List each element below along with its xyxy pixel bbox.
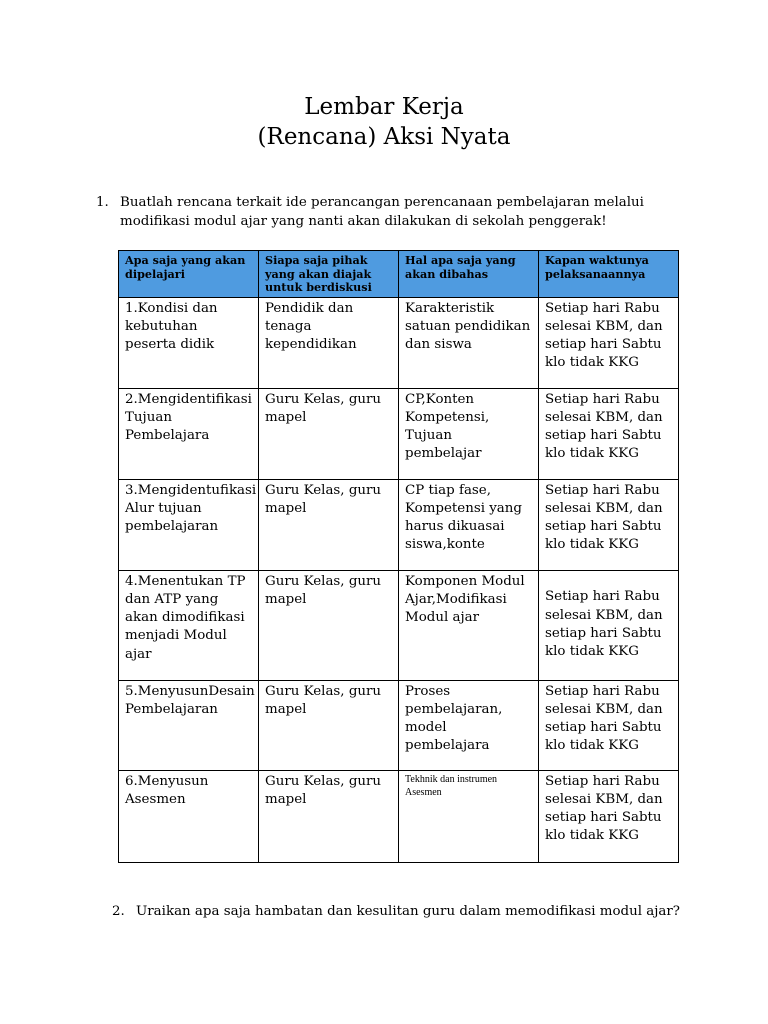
table-cell: Guru Kelas, guru mapel (259, 388, 399, 479)
header-cell-what: Apa saja yang akan dipelajari (119, 251, 259, 298)
table-row (119, 388, 679, 479)
table-cell: CP,Konten Kompetensi, Tujuan pembelajar (399, 388, 539, 479)
table-cell: Setiap hari Rabu selesai KBM, dan setiap hari Sabtu klo tidak KKG (539, 680, 679, 770)
title-line-1: Lembar Kerja (304, 94, 464, 120)
table-cell: Guru Kelas, guru mapel (259, 770, 399, 862)
table-cell: 4.Menentukan TP dan ATP yang akan dimodifikasi menjadi Modul ajar (119, 570, 259, 680)
action-plan-table (118, 250, 679, 863)
header-cell-who: Siapa saja pihak yang akan diajak untuk berdiskusi (259, 251, 399, 298)
table-cell: 5.MenyusunDesain Pembelajaran (119, 680, 259, 770)
table-row (119, 770, 679, 862)
table-cell: Pendidik dan tenaga kependidikan (259, 297, 399, 388)
table-cell: Setiap hari Rabu selesai KBM, dan setiap hari Sabtu klo tidak KKG (539, 570, 679, 680)
table-cell: Guru Kelas, guru mapel (259, 570, 399, 680)
table-cell: Setiap hari Rabu selesai KBM, dan setiap hari Sabtu klo tidak KKG (539, 297, 679, 388)
table-cell: Setiap hari Rabu selesai KBM, dan setiap hari Sabtu klo tidak KKG (539, 388, 679, 479)
table-cell: Guru Kelas, guru mapel (259, 680, 399, 770)
header-cell-topics: Hal apa saja yang akan dibahas (399, 251, 539, 298)
table-cell: Setiap hari Rabu selesai KBM, dan setiap hari Sabtu klo tidak KKG (539, 770, 679, 862)
document-title (0, 92, 768, 152)
table-cell: 2.Mengidentifikasi Tujuan Pembelajara (119, 388, 259, 479)
table-cell: 6.Menyusun Asesmen (119, 770, 259, 862)
table-cell: Karakteristik satuan pendidikan dan siswa (399, 297, 539, 388)
table-cell: 3.Mengidentufikasi Alur tujuan pembelajaran (119, 479, 259, 570)
table-cell: Setiap hari Rabu selesai KBM, dan setiap hari Sabtu klo tidak KKG (539, 479, 679, 570)
table-row (119, 570, 679, 680)
title-line-2: (Rencana) Aksi Nyata (257, 124, 511, 150)
question-2-number: 2. (112, 904, 125, 919)
table-row (119, 479, 679, 570)
table-header-row (119, 251, 679, 298)
question-1-text: Buatlah rencana terkait ide perancangan perencanaan pembelajaran melalui modifikasi modul ajar yang nanti akan dilakukan di sekolah penggerak! (120, 195, 644, 229)
table-cell: Proses pembelajaran, model pembelajara (399, 680, 539, 770)
table-cell: 1.Kondisi dan kebutuhan peserta didik (119, 297, 259, 388)
table-cell: CP tiap fase, Kompetensi yang harus dikuasai siswa,konte (399, 479, 539, 570)
table-cell: Tekhnik dan instrumen Asesmen (399, 770, 539, 862)
table-row (119, 680, 679, 770)
table-row (119, 297, 679, 388)
question-2-text: Uraikan apa saja hambatan dan kesulitan guru dalam memodifikasi modul ajar? (136, 904, 680, 919)
table-cell: Guru Kelas, guru mapel (259, 479, 399, 570)
table-cell: Komponen Modul Ajar,Modifikasi Modul ajar (399, 570, 539, 680)
header-cell-when: Kapan waktunya pelaksanaannya (539, 251, 679, 298)
question-1-number: 1. (96, 195, 109, 210)
